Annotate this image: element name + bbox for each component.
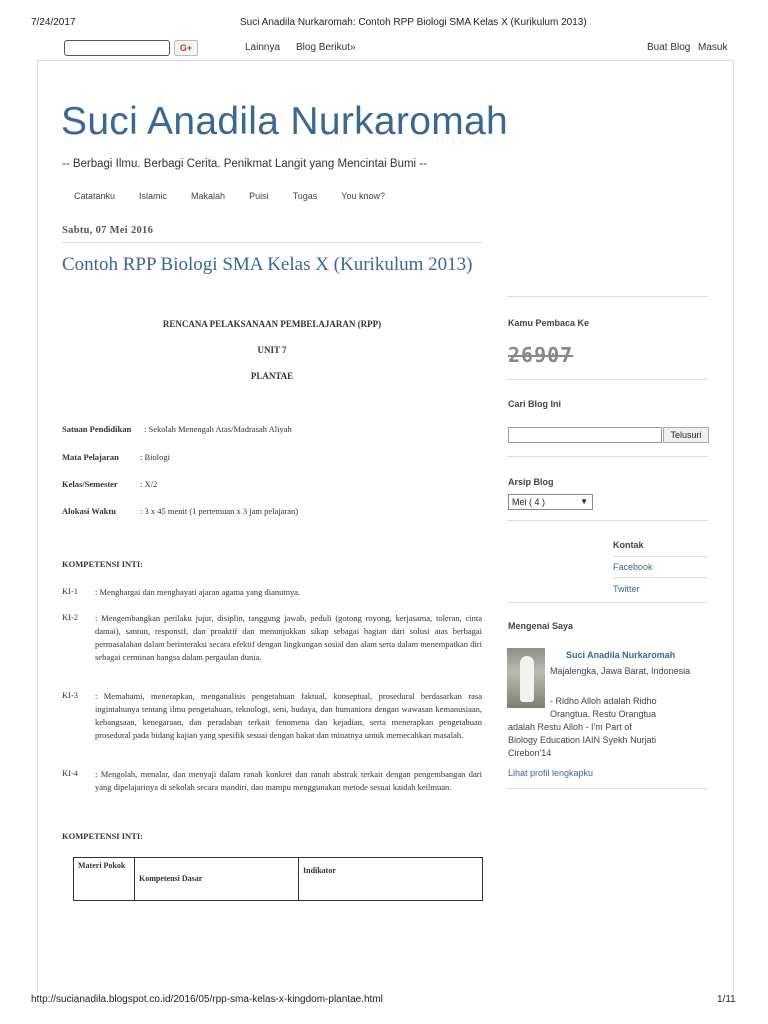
sidebar-divider <box>507 296 708 297</box>
ki-1-label: KI-1 <box>62 586 79 596</box>
date-divider <box>62 242 482 243</box>
tab-tugas[interactable]: Tugas <box>292 191 318 201</box>
table-header-materi: Materi Pokok <box>74 858 135 901</box>
table-header-indikator: Indikator <box>299 858 483 901</box>
archive-selected-value: Mei ( 4 ) <box>512 497 546 507</box>
field-value-alokasi: : 3 x 45 menit (1 pertemuan x 3 jam pelajaran) <box>140 506 299 516</box>
ki-1-text: : Menghargai dan menghayati ajaran agama yang dianutnya. <box>95 587 301 597</box>
competency-table <box>73 857 483 901</box>
profile-location: Majalengka, Jawa Barat, Indonesia <box>550 666 691 676</box>
about-heading: Mengenai Saya <box>508 621 574 631</box>
navbar-search-input[interactable] <box>64 40 170 56</box>
print-date: 7/24/2017 <box>31 17 76 28</box>
profile-avatar-figure <box>520 656 534 702</box>
rpp-heading: RENCANA PELAKSANAAN PEMBELAJARAN (RPP) <box>162 319 382 329</box>
archive-select[interactable] <box>508 494 593 510</box>
blog-search-input[interactable] <box>508 427 662 443</box>
field-label-kelas: Kelas/Semester <box>62 479 118 489</box>
plantae-heading: PLANTAE <box>250 371 294 381</box>
dropdown-arrow-icon: ▼ <box>580 497 588 506</box>
print-url: http://sucianadila.blogspot.co.id/2016/05/rpp-sma-kelas-x-kingdom-plantae.html <box>31 994 383 1005</box>
sign-in-link[interactable]: Masuk <box>698 42 728 53</box>
more-link[interactable]: Lainnya <box>245 42 281 53</box>
archive-heading: Arsip Blog <box>508 477 554 487</box>
profile-bio-line-3: adalah Restu Alloh - I'm Part of <box>508 722 632 732</box>
section-kompetensi-inti: KOMPETENSI INTI: <box>62 559 143 569</box>
ki-2-label: KI-2 <box>62 612 79 622</box>
search-button[interactable]: Telusuri <box>663 427 709 443</box>
contact-divider <box>613 577 708 578</box>
sidebar-divider <box>507 456 708 457</box>
profile-bio-line-2: Orangtua. Restu Orangtua <box>550 709 657 719</box>
profile-bio-line-4: Biology Education IAIN Syekh Nurjati <box>508 735 657 745</box>
tab-islamic[interactable]: Islamic <box>139 191 168 201</box>
profile-name-link[interactable]: Suci Anadila Nurkaromah <box>566 650 676 660</box>
field-value-satuan: : Sekolah Menengah Atas/Madrasah Aliyah <box>144 424 292 434</box>
tab-catatanku[interactable]: Catatanku <box>74 191 116 201</box>
profile-bio-line-5: Cirebon'14 <box>508 748 552 758</box>
contact-heading: Kontak <box>613 540 644 550</box>
readers-heading: Kamu Pembaca Ke <box>508 318 590 328</box>
sidebar-divider <box>507 379 708 380</box>
unit-heading: UNIT 7 <box>257 345 287 355</box>
create-blog-link[interactable]: Buat Blog <box>647 42 691 53</box>
facebook-link[interactable]: Facebook <box>613 562 653 572</box>
ki-3-text: : Memahami, menerapkan, menganalisis pengetahuan faktual, konseptual, prosedural berdasarkan rasa ingintahunya tentang ilmu pengetahuan, teknologi, seni, budaya, dan humaniora dengan wawasan kemanusiaan, kebangsaan, kenegaraan, dan peradaban terkait fenomena dan kejadian, serta menerapkan pengetahuan prosedural pada bidang kajian yang spesifik sesuai dengan bakat dan minatnya untuk memecahkan masalah. <box>95 691 482 740</box>
page-tabs <box>74 191 409 201</box>
ki-3-label: KI-3 <box>62 690 79 700</box>
profile-bio-line-1: - Ridho Alloh adalah Ridho <box>550 696 657 706</box>
ki-2-text: : Mengembangkan perilaku jujur, disiplin, tanggung jawab, peduli (gotong royong, kerjasama, toleran, cinta damai), santun, responsif, dan proaktif dan menunjukkan sikap sebagai bagian dari solusi atas berbagai permasalahan dalam berinteraksi secara efektif dengan lingkungan sosial dan alam serta dalam menempatkan diri sebagai cerminan bangsa dalam pergaulan dunia. <box>95 613 482 662</box>
field-value-kelas: : X/2 <box>140 479 158 489</box>
tab-you-know[interactable]: You know? <box>341 191 385 201</box>
sidebar-divider <box>507 602 708 603</box>
field-label-mapel: Mata Pelajaran <box>62 452 119 462</box>
post-date: Sabtu, 07 Mei 2016 <box>62 225 154 236</box>
print-title: Suci Anadila Nurkaromah: Contoh RPP Biologi SMA Kelas X (Kurikulum 2013) <box>240 17 587 28</box>
table-header-kd: Kompetensi Dasar <box>135 858 299 901</box>
ki-4-text: : Mengolah, menalar, dan menyaji dalam ranah konkret dan ranah abstrak terkait dengan pengembangan dari yang dipelajarinya di sekolah secara mandiri, dan mampu menggunakan metode sesuai kaidah keilmuan. <box>95 769 482 792</box>
full-profile-link[interactable]: Lihat profil lengkapku <box>508 768 594 778</box>
next-blog-link[interactable]: Blog Berikut» <box>296 42 356 53</box>
section-kompetensi-inti-2: KOMPETENSI INTI: <box>62 831 143 841</box>
field-label-satuan: Satuan Pendidikan <box>62 424 132 434</box>
ki-4-label: KI-4 <box>62 768 79 778</box>
tab-puisi[interactable]: Puisi <box>249 191 269 201</box>
blog-description: -- Berbagi Ilmu. Berbagi Cerita. Penikmat Langit yang Mencintai Bumi -- <box>62 158 427 170</box>
tab-makalah[interactable]: Makalah <box>191 191 226 201</box>
print-page-number: 1/11 <box>717 994 736 1005</box>
post-title[interactable]: Contoh RPP Biologi SMA Kelas X (Kurikulum 2013) <box>62 254 473 275</box>
field-value-mapel: : Biologi <box>140 452 170 462</box>
twitter-link[interactable]: Twitter <box>613 584 640 594</box>
sidebar-divider <box>507 520 708 521</box>
field-label-alokasi: Alokasi Waktu <box>62 506 116 516</box>
search-heading: Cari Blog Ini <box>508 399 562 409</box>
sidebar-divider <box>507 788 708 789</box>
google-plus-button[interactable]: G+ <box>174 40 198 56</box>
visitor-counter: 26907 <box>508 343 574 367</box>
table-row <box>74 858 483 901</box>
contact-divider <box>613 556 708 557</box>
blog-title[interactable]: Suci Anadila Nurkaromah <box>61 100 508 143</box>
